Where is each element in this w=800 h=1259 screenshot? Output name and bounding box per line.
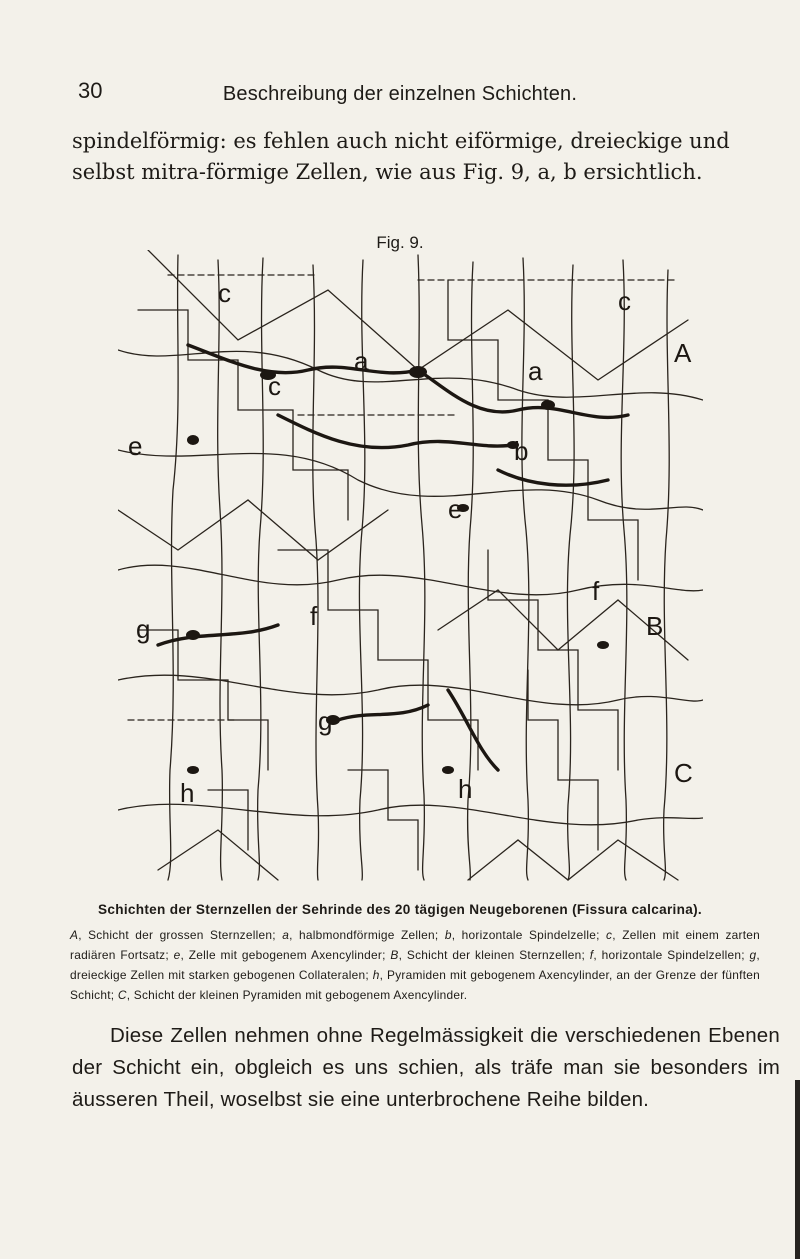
legend-text: , Pyramiden mit gebogenem Axencylinder, an der Grenze der fünften Schicht; [70, 968, 760, 1002]
letter-c-mid: c [268, 371, 281, 401]
paragraph-body: Diese Zellen nehmen ohne Regelmässigkeit die verschiedenen Ebenen der Schicht ein, obgleich es uns schien, als träfe man sie besonders im äusseren Theil, woselbst sie eine unterbrochene Reihe bilden. [72, 1024, 780, 1111]
page-edge-shadow [795, 1080, 800, 1259]
letter-g-left: g [136, 614, 151, 644]
letter-B: B [646, 611, 664, 641]
letter-h-mid: h [458, 774, 473, 804]
letter-A: A [674, 338, 692, 368]
letter-a-right: a [528, 356, 543, 386]
letter-g-mid: g [318, 706, 333, 736]
legend-key: e [173, 948, 181, 962]
legend-key: C [117, 988, 127, 1002]
legend-text: , halbmondförmige Zellen; [289, 928, 445, 942]
legend-text: , Schicht der kleinen Pyramiden mit gebogenem Axencylinder. [126, 988, 468, 1002]
letter-a-left: a [354, 346, 369, 376]
figure-caption-title: Schichten der Sternzellen der Sehrinde des 20 tägigen Neugeborenen (Fissura calcarina). [97, 902, 702, 917]
letter-e-left: e [128, 431, 143, 461]
letter-c-right: c [618, 286, 631, 316]
letter-f-left: f [310, 601, 318, 631]
page-number: 30 [78, 78, 103, 103]
letter-b: b [514, 436, 529, 466]
letter-c-left: c [218, 278, 231, 308]
legend-text: , Schicht der grossen Sternzellen; [78, 928, 283, 942]
figure-caption-legend [70, 925, 760, 1005]
legend-text: , horizontale Spindelzelle; [451, 928, 607, 942]
legend-text: , Zelle mit gebogenem Axencylinder; [180, 948, 391, 962]
legend-key: b [444, 928, 452, 942]
figure-letters [128, 278, 693, 808]
legend-key: f [589, 948, 594, 962]
legend-key: a [282, 928, 290, 942]
paragraph-intro: spindelförmig: es fehlen auch nicht eiförmige, dreieckige und selbst mitra-förmige Zellen, wie aus Fig. 9, a, b ersichtlich. [72, 129, 730, 184]
legend-key: g [749, 948, 757, 962]
legend-key: B [390, 948, 399, 962]
letter-h-left: h [180, 778, 195, 808]
running-header: Beschreibung der einzelnen Schichten. [222, 83, 578, 105]
letter-C: C [674, 758, 693, 788]
figure-label: Fig. 9. [376, 233, 424, 252]
thin-fibers [118, 250, 703, 880]
figure-9-cortex-drawing [118, 250, 703, 885]
legend-text: , dreieckige Zellen mit starken gebogenen Collateralen; [70, 948, 760, 982]
legend-key: h [372, 968, 380, 982]
legend-key: A [70, 928, 79, 942]
legend-text: , horizontale Spindelzellen; [593, 948, 750, 962]
legend-text: , Zellen mit einem zarten radiären Fortsatz; [70, 928, 761, 962]
histology-illustration [118, 250, 703, 885]
letter-e-mid: e [448, 494, 463, 524]
legend-key: c [606, 928, 613, 942]
letter-f-right: f [592, 576, 600, 606]
legend-text: , Schicht der kleinen Sternzellen; [398, 948, 590, 962]
